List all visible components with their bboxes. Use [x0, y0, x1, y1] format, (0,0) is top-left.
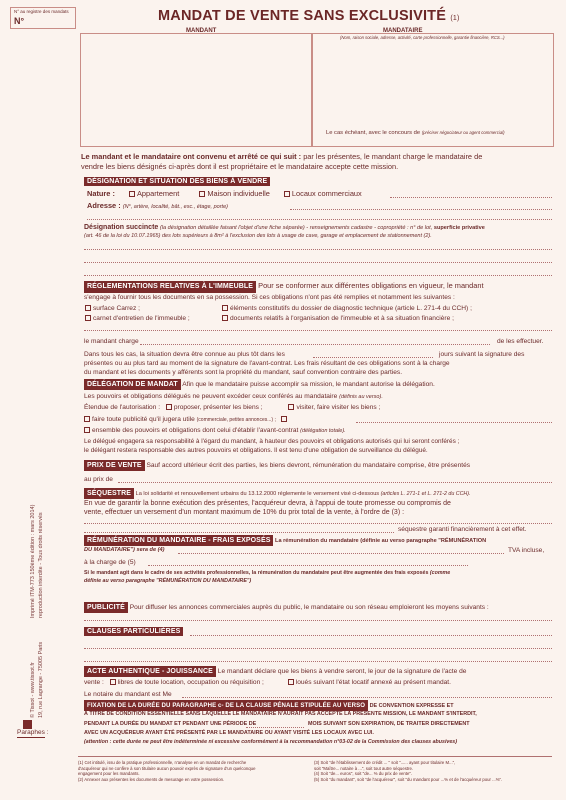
footnotes-left: [78, 760, 255, 782]
section-publicite-header: PUBLICITÉ: [84, 602, 128, 613]
delegation-line-2: [84, 392, 383, 402]
sequestre-line-1[interactable]: [84, 523, 552, 524]
mandant-box[interactable]: [80, 33, 312, 147]
fixation-line-3-end: MOIS SUIVANT SON EXPIRATION, DE TRAITER DIRECTEMENT: [308, 721, 470, 727]
registry-box: [10, 7, 76, 29]
designation-line-a[interactable]: [84, 249, 552, 250]
opt-proposer: proposer, présenter les biens ;: [173, 404, 263, 411]
regl-items-row-2: [85, 314, 190, 323]
etendue-row: [84, 403, 380, 412]
jours-line[interactable]: [313, 357, 433, 358]
charge-end: de les effectuer.: [497, 338, 544, 345]
fixation-line-1-end: DE CONVENTION EXPRESSE ET: [369, 703, 454, 709]
section-sequestre-header: SÉQUESTRE: [84, 488, 134, 499]
opt-visiter: visiter, faire visiter les biens ;: [296, 404, 381, 411]
publicite-line[interactable]: [356, 422, 552, 423]
adresse-hint: (N°, artère, localité, bât., esc., étage, porte): [122, 204, 228, 210]
sidebar-imprime: Imprimé ITM-773 150ème édition : mars 2014): [30, 504, 36, 618]
sidebar-reproduction: reproduction interdite - Tous droits réservés: [38, 512, 44, 618]
notaire-line[interactable]: [182, 697, 552, 698]
intro-line-2: vendre les biens désignés ci-après dont il est propriétaire et le mandataire accepte cette mission.: [81, 162, 399, 171]
concours-text: [326, 128, 505, 138]
mandant-label: MANDANT: [186, 28, 217, 34]
fixation-line-4: AVEC UN ACQUÉREUR AYANT ÉTÉ PRÉSENTÉ PAR LE MANDATAIRE OU AYANT VISITÉ LES LOCAUX AVEC LUI.: [84, 730, 374, 736]
regl-p3: du mandant et les documents y afférents sont la propriété du mandant, sauf convention contraire des parties.: [84, 369, 403, 376]
remuneration-p1-text: Si le mandant agit dans le cadre de ses activités professionnelles, la rémunération du mandataire peut être augmentée des frais exposés: [84, 570, 429, 576]
concours-hint: (préciser négociateur ou agent commercial): [421, 130, 505, 135]
nature-label: Nature :: [87, 189, 115, 198]
clauses-line-1[interactable]: [190, 635, 552, 636]
checkbox-carnet[interactable]: [85, 315, 91, 321]
title-text: MANDAT DE VENTE SANS EXCLUSIVITÉ: [158, 8, 447, 24]
ensemble-option-row: [84, 426, 346, 436]
regl-p1-end: jours suivant la signature des: [439, 351, 525, 358]
footnote-3b: soit "Maître... notaire à ...", soit tout autre séquestre.: [314, 765, 414, 771]
registry-number-label: N°: [14, 16, 25, 26]
adresse-line-2[interactable]: [87, 219, 552, 220]
registry-label: N° au registre des mandats: [14, 9, 69, 14]
fixation-line-2: À TITRE DE CONDITION ESSENTIELLE SANS LAQUELLE LE MANDATAIRE N'AURAIT PAS ACCEPTÉ LA PRÉSENTE MISSION, LE MANDANT S'INTERDIT,: [84, 711, 477, 717]
checkbox-ensemble[interactable]: [84, 427, 90, 433]
section-clauses-header: CLAUSES PARTICULIÈRES: [84, 627, 183, 636]
checkbox-documents[interactable]: [222, 315, 228, 321]
publicite-option-row: [84, 415, 289, 425]
checkbox-carrez[interactable]: [85, 305, 91, 311]
designation-line-b[interactable]: [84, 262, 552, 263]
remuneration-line-1: La rémunération du mandataire (définie au verso paragraphe "RÉMUNÉRATION: [275, 538, 487, 544]
section-acte-header: ACTE AUTHENTIQUE - JOUISSANCE: [84, 666, 216, 677]
remuneration-charge: à la charge de (5): [84, 559, 136, 566]
nature-row: [87, 189, 362, 199]
delegation-line-1: Afin que le mandataire puisse accomplir sa mission, le mandant autorise la délégation.: [182, 381, 435, 388]
nature-line[interactable]: [390, 197, 552, 198]
opt-ensemble: ensemble des pouvoirs et obligations dont celui d'établir l'avant-contrat: [92, 427, 299, 434]
reglementations-line-2: s'engage à fournir tous les documents en sa possession. Si ces obligations n'ont pas été remplies et notamment les suivantes :: [84, 294, 455, 301]
opt-libres: libres de toute location, occupation ou réquisition ;: [117, 679, 264, 686]
publicite-line-1: Pour diffuser les annonces commerciales auprès du public, le mandataire ou son réseau emploieront les moyens suivants :: [129, 604, 489, 611]
intro-line-1: [81, 152, 482, 162]
checkbox-maison[interactable]: [199, 191, 205, 197]
notaire-label: Le notaire du mandant est Me: [84, 691, 172, 698]
title-note: (1): [450, 15, 460, 22]
designation-line-c[interactable]: [84, 275, 552, 276]
sequestre-p1: En vue de garantir la bonne exécution des présentes, l'acquéreur devra, à l'appui de toute promesse ou compromis de: [84, 500, 451, 507]
remuneration-row: [84, 535, 486, 546]
paraphes-underline: [17, 737, 45, 738]
opt-publicite-hint: (commerciale, petites annonces...) ;: [196, 417, 276, 423]
prix-line[interactable]: [118, 482, 552, 483]
fixation-line-3: PENDANT LA DURÉE DU MANDAT ET PENDANT UNE PÉRIODE DE: [84, 721, 257, 727]
charge-text: le mandant charge: [84, 338, 139, 345]
footnotes-right: [314, 760, 502, 782]
etendue-label: Étendue de l'autorisation :: [84, 404, 161, 411]
delegation-line-2-hint: (définis au verso).: [339, 394, 383, 400]
clauses-line-2[interactable]: [84, 648, 552, 649]
section-fixation-header: FIXATION DE LA DURÉE DU PARAGRAPHE c- DE LA CLAUSE PÉNALE STIPULÉE AU VERSO: [84, 700, 368, 711]
delegation-line-2-text: Les pouvoirs et obligations délégués ne peuvent excéder ceux conférés au mandataire: [84, 393, 338, 400]
delegation-row: [84, 379, 435, 390]
section-designation-header: DÉSIGNATION ET SITUATION DES BIENS À VENDRE: [84, 177, 270, 186]
opt-ensemble-hint: (délégation totale).: [300, 428, 346, 434]
remuneration-charge-line[interactable]: [148, 565, 468, 566]
opt-publicite: faire toute publicité qu'il jugera utile: [92, 416, 195, 423]
remuneration-p2: définie au verso paragraphe "RÉMUNÉRATION DU MANDATAIRE"): [84, 578, 252, 584]
delegation-p2: le délégant restera responsable des autres pouvoirs et obligations. Il est tenu d'une obligation de surveillance du délégué.: [84, 447, 428, 454]
intro-rest: par les présentes, le mandant charge le mandataire de: [301, 152, 483, 161]
footnote-divider: [78, 756, 552, 757]
sequestre-row: [84, 488, 470, 499]
tissot-logo-icon: [23, 720, 32, 729]
reglementations-line-1: Pour se conformer aux différentes obligations en vigueur, le mandant: [258, 281, 484, 290]
regl-items-row-1b: [222, 304, 472, 313]
adresse-line-1[interactable]: [290, 209, 552, 210]
item-carrez: surface Carrez ;: [93, 305, 140, 312]
intro-bold: Le mandant et le mandataire ont convenu et arrêté ce qui suit :: [81, 152, 302, 161]
acte-options-row: [84, 678, 451, 687]
footnote-5: (5) Soit "du mandant", soit "de l'acquéreur", soit "du mandant pour ...% et de l'acquéreur pour ...%".: [314, 776, 503, 782]
acte-line-2: vente :: [84, 679, 104, 686]
item-documents: documents relatifs à l'organisation de l'immeuble et à sa situation financière ;: [230, 315, 454, 322]
regl-p2: présentes ou au plus tard au moment de la signature de l'avant-contrat. Les frais résultant de ces obligations sont à la charge: [84, 360, 450, 367]
fixation-line-5: (attention : cette durée ne peut être indéterminée ni excessive conformément à la recommandation n°03-02 de la Commission des clauses abusives): [84, 739, 458, 745]
checkbox-publicite-other[interactable]: [281, 416, 287, 422]
footnote-1c: engagement pour les mandants.: [78, 771, 140, 777]
reglementations-row: [84, 281, 484, 293]
fixation-mois-line[interactable]: [246, 727, 304, 728]
option-appartement: Appartement: [137, 189, 180, 198]
footnote-1b: d'acquéreur qui ne confère à son titulaire aucun pouvoir exprès de signature d'un quelconque: [78, 765, 256, 771]
sidebar-publisher: © Tissot - www.tissot.fr: [30, 662, 36, 718]
designation-text: (la désignation détaillée faisant l'objet d'une fiche séparée) - renseignements cadastre - copropriété : n° de lot,: [159, 225, 433, 231]
checkbox-publicite[interactable]: [84, 416, 90, 422]
section-reglementations-header: RÉGLEMENTATIONS RELATIVES À L'IMMEUBLE: [84, 281, 256, 293]
page-title: [158, 8, 460, 24]
checkbox-proposer[interactable]: [166, 404, 172, 410]
remuneration-p1-hint: (comme: [429, 570, 451, 576]
checkbox-diagnostic[interactable]: [222, 305, 228, 311]
prix-line-2: au prix de: [84, 476, 113, 483]
regl-line-1[interactable]: [84, 330, 552, 331]
checkbox-visiter[interactable]: [288, 404, 294, 410]
sequestre-line-1: La loi solidarité et renouvellement urbains du 13.12.2000 réglemente le versement visé ci-dessous: [135, 491, 380, 497]
acte-row: [84, 666, 466, 677]
regl-items-row-1: [85, 304, 140, 313]
charge-line[interactable]: [140, 344, 490, 345]
item-carnet: carnet d'entretien de l'immeuble ;: [93, 315, 190, 322]
checkbox-loues[interactable]: [288, 679, 294, 685]
option-locaux: Locaux commerciaux: [291, 189, 362, 198]
designation-bold: superficie privative: [433, 225, 485, 231]
footnote-4: (4) Soit "de... euros", soit "de... % du prix de vente".: [314, 771, 413, 777]
section-prix-header: PRIX DE VENTE: [84, 460, 145, 471]
checkbox-appartement[interactable]: [129, 191, 135, 197]
prix-row: [84, 460, 470, 471]
mandataire-hint: (Nom, raison sociale, adresse, activité, carte professionnelle, garantie financière, RCS...): [340, 35, 505, 40]
section-remuneration-header: RÉMUNÉRATION DU MANDATAIRE - FRAIS EXPOSÉS: [84, 535, 273, 546]
delegation-p1: Le délégué engagera sa responsabilité à l'égard du mandant, à hauteur des pouvoirs et obligations autorisés qui lui seront conférés ;: [84, 438, 460, 445]
sequestre-p2: vente, effectuer un versement d'un montant maximum de 10% du prix total de la vente, à l'ordre de (3) :: [84, 509, 405, 516]
acte-line-1: Le mandant déclare que les biens à vendre seront, le jour de la signature de l'acte de: [217, 668, 467, 675]
sequestre-hint: (articles L. 271-1 et L. 271-2 du CCH).: [380, 491, 471, 497]
publicite-row: [84, 602, 489, 613]
footnote-1a: (1) Cet intitulé, issu de la pratique professionnelle, n'analyse en un mandat de recherche: [78, 760, 247, 765]
sidebar-address: 19, rue Lagrange - 75005 Paris: [38, 641, 44, 718]
item-diagnostic: éléments constitutifs du dossier de diagnostic technique (article L. 271-4 du CCH) ;: [230, 305, 472, 312]
opt-loues: loués suivant l'état locatif annexé au présent mandat.: [295, 679, 451, 686]
section-delegation-header: DÉLÉGATION DE MANDAT: [84, 379, 181, 390]
prix-line-1: Sauf accord ultérieur écrit des parties, les biens devront, rémunération du mandataire comprise, être présentés: [146, 462, 471, 469]
publicite-fill-line[interactable]: [84, 620, 552, 621]
adresse-row: [87, 201, 228, 213]
footnote-3a: (3) Soit "de l'établissement de crédit ... " soit "...... ayant pour titulaire M...",: [314, 760, 456, 765]
remuneration-line-2: DU MANDATAIRE") sera de (4): [84, 547, 165, 553]
concours-label: Le cas échéant, avec le concours de: [326, 130, 421, 136]
sequestre-line-2[interactable]: [84, 532, 394, 533]
checkbox-libres[interactable]: [110, 679, 116, 685]
regl-p1: Dans tous les cas, la situation devra être connue au plus tôt dans les: [84, 351, 285, 358]
checkbox-locaux[interactable]: [284, 191, 290, 197]
footnote-2: (2) Annexer aux présentes les documents de mesurage en votre possession.: [78, 776, 225, 782]
tva-label: TVA incluse,: [508, 547, 545, 554]
designation-label: Désignation succincte: [84, 224, 159, 231]
clauses-line-3[interactable]: [84, 661, 552, 662]
mandataire-label: MANDATAIRE: [383, 28, 423, 34]
regl-items-row-2b: [222, 314, 454, 323]
paraphes-label: Paraphes :: [17, 729, 49, 736]
sequestre-p3: séquestre garanti financièrement à cet effet.: [398, 526, 527, 533]
designation-line-2: (art. 46 de la loi du 10.07.1965) des lots supérieurs à 8m² à l'exclusion des lots à usage de cave, garage et emplacement de stationnement (2).: [84, 233, 432, 239]
remuneration-amount-line[interactable]: [178, 553, 504, 554]
adresse-label: Adresse :: [87, 201, 121, 210]
option-maison: Maison individuelle: [207, 189, 270, 198]
